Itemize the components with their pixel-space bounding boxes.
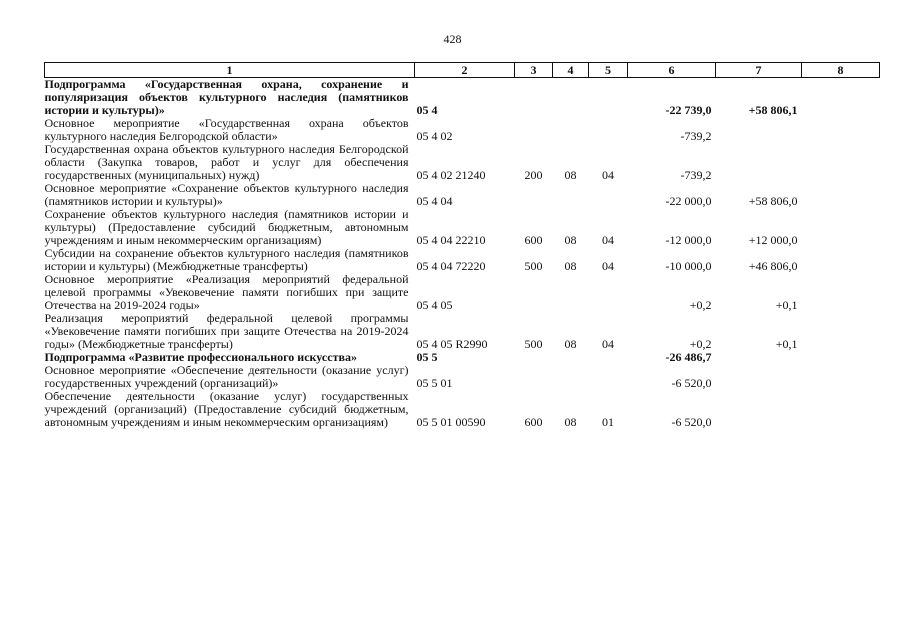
table-row <box>45 247 880 273</box>
row-amount-change: -12 000,0 <box>665 233 712 247</box>
row-section <box>553 182 589 208</box>
row-subsection: 04 <box>602 337 614 351</box>
row-expense-type: 200 <box>524 168 543 182</box>
row-amount-change-next <box>716 117 802 143</box>
row-amount-col8 <box>802 182 880 208</box>
table-row <box>45 364 880 390</box>
row-expense-type <box>515 182 553 208</box>
column-header: 6 <box>628 63 716 78</box>
row-code: 05 4 04 72220 <box>416 259 486 273</box>
row-code: 05 4 02 21240 <box>416 168 486 182</box>
row-expense-type <box>515 117 553 143</box>
row-description: Реализация мероприятий федеральной целевой программы «Увековечение памяти погибших при защите Отечества на 2019-2024 годы» (Межбюджетные трансферты) <box>44 311 409 351</box>
column-header: 4 <box>553 63 589 78</box>
row-amount-col8 <box>802 143 880 182</box>
table-row <box>45 273 880 312</box>
table-row <box>45 78 880 118</box>
row-amount-col8 <box>802 117 880 143</box>
column-header: 8 <box>802 63 880 78</box>
row-amount-change-next <box>716 390 802 429</box>
row-description: Основное мероприятие «Реализация мероприятий федеральной целевой программы «Увековечение памяти погибших при защите Отечества на 2019-2024 годы» <box>44 272 409 312</box>
row-amount-change: -739,2 <box>680 168 712 182</box>
row-description: Обеспечение деятельности (оказание услуг) государственных учреждений (организаций) (Предоставление субсидий бюджетным, автономным учреждениям и иным некоммерческим организациям) <box>44 389 409 429</box>
row-expense-type: 500 <box>524 259 543 273</box>
row-amount-change-next: +46 806,0 <box>748 259 798 273</box>
row-code: 05 5 <box>416 350 438 364</box>
row-section: 08 <box>564 259 577 273</box>
row-section <box>553 78 589 118</box>
row-section <box>553 273 589 312</box>
row-description: Основное мероприятие «Сохранение объектов культурного наследия (памятников истории и культуры)» <box>44 181 409 208</box>
row-amount-change-next: +58 806,0 <box>748 194 798 208</box>
row-expense-type <box>515 364 553 390</box>
row-section <box>553 117 589 143</box>
budget-table <box>44 62 880 429</box>
row-section: 08 <box>564 233 577 247</box>
row-description: Подпрограмма «Развитие профессионального искусства» <box>44 350 357 364</box>
row-expense-type <box>515 78 553 118</box>
row-code: 05 4 04 <box>416 194 453 208</box>
row-description: Основное мероприятие «Государственная охрана объектов культурного наследия Белгородской области» <box>44 116 409 143</box>
row-section: 08 <box>564 415 577 429</box>
row-amount-change: -6 520,0 <box>671 376 712 390</box>
row-subsection <box>589 117 628 143</box>
row-expense-type <box>515 273 553 312</box>
row-amount-col8 <box>802 364 880 390</box>
table-row <box>45 182 880 208</box>
column-header: 2 <box>415 63 515 78</box>
column-header: 7 <box>716 63 802 78</box>
row-expense-type: 600 <box>524 415 543 429</box>
row-amount-change-next: +58 806,1 <box>748 103 798 117</box>
row-amount-change: -22 739,0 <box>665 103 712 117</box>
page-number: 428 <box>443 32 462 46</box>
row-code: 05 4 02 <box>416 129 453 143</box>
row-description: Подпрограмма «Государственная охрана, сохранение и популяризация объектов культурного наследия (памятников истории и культуры)» <box>44 77 409 117</box>
row-subsection <box>589 273 628 312</box>
table-header-row <box>45 63 880 78</box>
row-section: 08 <box>564 168 577 182</box>
row-description: Основное мероприятие «Обеспечение деятельности (оказание услуг) государственных учреждений (организаций)» <box>44 363 409 390</box>
row-code: 05 4 05 R2990 <box>416 337 488 351</box>
row-subsection <box>589 351 628 364</box>
column-header: 1 <box>45 63 415 78</box>
row-amount-change: -26 486,7 <box>665 350 712 364</box>
row-amount-col8 <box>802 273 880 312</box>
row-subsection: 04 <box>602 233 614 247</box>
row-amount-change: -22 000,0 <box>665 194 712 208</box>
table-body <box>45 78 880 430</box>
row-amount-col8 <box>802 208 880 247</box>
row-description: Государственная охрана объектов культурного наследия Белгородской области (Закупка товаров, работ и услуг для обеспечения государственных (муниципальных) нужд) <box>44 142 409 182</box>
row-amount-change-next <box>716 364 802 390</box>
row-section <box>553 364 589 390</box>
row-expense-type: 500 <box>524 337 543 351</box>
row-subsection: 01 <box>602 415 614 429</box>
row-amount-col8 <box>802 390 880 429</box>
row-code: 05 4 <box>416 103 438 117</box>
row-amount-col8 <box>802 247 880 273</box>
row-code: 05 4 04 22210 <box>416 233 486 247</box>
row-description: Сохранение объектов культурного наследия (памятников истории и культуры) (Предоставление субсидий бюджетным, автономным учреждениям и иным некоммерческим организациям) <box>44 207 409 247</box>
row-amount-change-next <box>716 143 802 182</box>
row-amount-change: +0,2 <box>689 298 712 312</box>
row-subsection: 04 <box>602 168 614 182</box>
row-subsection <box>589 182 628 208</box>
row-expense-type <box>515 351 553 364</box>
row-code: 05 4 05 <box>416 298 453 312</box>
row-amount-col8 <box>802 78 880 118</box>
column-header: 3 <box>515 63 553 78</box>
row-amount-change-next: +0,1 <box>775 298 798 312</box>
column-header: 5 <box>589 63 628 78</box>
row-amount-change-next: +12 000,0 <box>748 233 798 247</box>
table-row <box>45 208 880 247</box>
row-section: 08 <box>564 337 577 351</box>
row-amount-change: -6 520,0 <box>671 415 712 429</box>
row-amount-col8 <box>802 351 880 364</box>
table-row <box>45 117 880 143</box>
row-amount-col8 <box>802 312 880 351</box>
table-row <box>45 390 880 429</box>
row-section <box>553 351 589 364</box>
row-amount-change-next: +0,1 <box>775 337 798 351</box>
row-code: 05 5 01 <box>416 376 453 390</box>
row-subsection: 04 <box>602 259 614 273</box>
row-amount-change: -739,2 <box>680 129 712 143</box>
row-amount-change: -10 000,0 <box>665 259 712 273</box>
table-row <box>45 312 880 351</box>
row-amount-change-next <box>716 351 802 364</box>
row-amount-change: +0,2 <box>689 337 712 351</box>
row-expense-type: 600 <box>524 233 543 247</box>
row-subsection <box>589 78 628 118</box>
row-subsection <box>589 364 628 390</box>
table-row <box>45 143 880 182</box>
row-description: Субсидии на сохранение объектов культурного наследия (памятников истории и культуры) (Межбюджетные трансферты) <box>44 246 409 273</box>
row-code: 05 5 01 00590 <box>416 415 486 429</box>
